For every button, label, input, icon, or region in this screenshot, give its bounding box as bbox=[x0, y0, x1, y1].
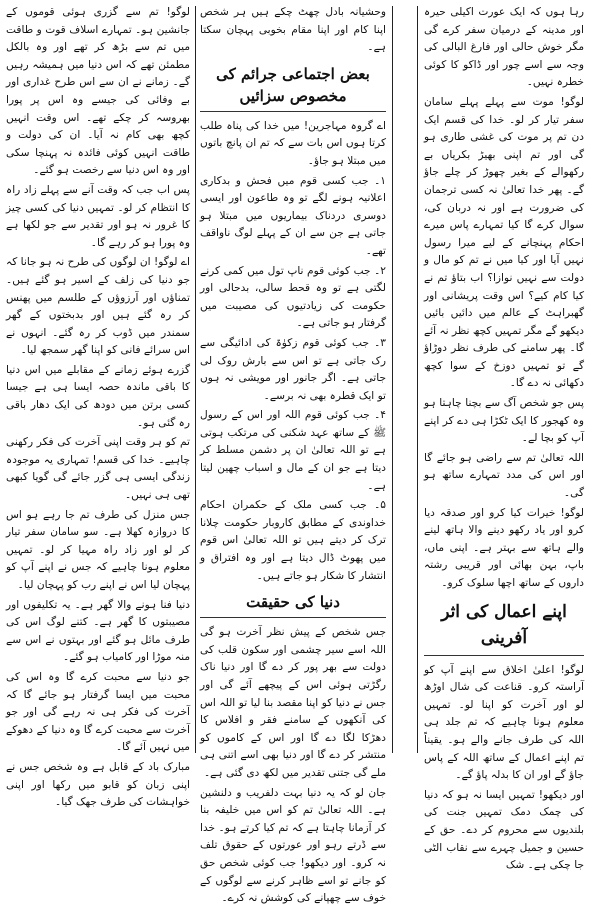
paragraph: وحشیانہ بادل چھٹ چکے ہیں ہر شخص اپنا کام اور اپنا مقام بخوبی پہچان سکتا ہے۔ bbox=[200, 6, 386, 54]
paragraph: جس منزل کی طرف تم جا رہے ہو اس کا دروازہ کھلا ہے۔ سو سامان سفر تیار کر لو اور زاد راہ مہیا کر لو۔ تمہیں معلوم ہونا چاہیے کہ جس نے اپنے آپ کو پہچان لیا اس نے اپنے رب کو پہچان لیا۔ bbox=[6, 508, 190, 591]
column-divider bbox=[392, 6, 393, 753]
paragraph: ۴۔ جب کوئی قوم اللہ اور اس کے رسول ﷺ کے ساتھ عہد شکنی کی مرتکب ہوتی ہے تو اللہ تعالیٰ ان پر دشمن مسلط کر دیتا ہے جو ان کے مال و اسباب چھین لیتا ہے۔ bbox=[200, 409, 386, 492]
column-divider bbox=[417, 6, 418, 753]
paragraph: دنیا فنا ہونے والا گھر ہے۔ یہ تکلیفوں اور مصیبتوں کا گھر ہے۔ کتنے لوگ اس کی طرف مائل ہو گئے اور بہتوں نے اس سے منہ موڑا اور کامیاب ہو گئے۔ bbox=[6, 598, 190, 664]
paragraph: گزرے ہوئے زمانے کے مقابلے میں اس دنیا کا باقی ماندہ حصہ ایسا ہی ہے جیسا کسی برتن میں دودھ کی ایک دھار باقی رہ گئی ہو۔ bbox=[6, 363, 190, 429]
paragraph: جو دنیا سے محبت کرے گا وہ اس کی محبت میں ایسا گرفتار ہو جائے گا کہ آخرت کی فکر ہی نہ رہے گی اور جو آخرت سے محبت کرے گا وہ دنیا کے دھوکے میں نہیں آئے گا۔ bbox=[6, 670, 190, 754]
paragraph: مبارک باد کے قابل ہے وہ شخص جس نے اپنی زبان کو قابو میں رکھا اور اپنی خواہشات کی طرف جھک گیا۔ bbox=[6, 760, 190, 809]
paragraph: ۲۔ جب کوئی قوم ناپ تول میں کمی کرنے لگتی ہے تو وہ قحط سالی، بدحالی اور حکومت کی زیادتیوں کی مصیبت میں گرفتار ہو جاتی ہے۔ bbox=[200, 264, 386, 330]
paragraph: ۳۔ جب کوئی قوم زکوٰۃ کی ادائیگی سے رک جاتی ہے تو اس سے بارش روک لی جاتی ہے۔ اگر جانور اور مویشی نہ ہوں تو ایک قطرہ بھی نہ برسے۔ bbox=[200, 336, 386, 402]
paragraph: لوگو! خیرات کیا کرو اور صدقہ دیا کرو اور یاد رکھو دینے والا ہاتھ لینے والے ہاتھ سے بہتر ہے۔ اپنی ماں، باپ، بہن بھائی اور قریبی رشتہ داروں کے ساتھ اچھا سلوک کرو۔ bbox=[424, 506, 584, 589]
paragraph: اے لوگو! ان لوگوں کی طرح نہ ہو جانا کہ جو دنیا کی زلف کے اسیر ہو گئے ہیں۔ تمناؤں اور آرزوؤں کے طلسم میں پھنس کر رہ گئے ہیں اور بدبختوں کے گھر سمندر میں ڈوب کر رہ گئے۔ انہوں نے اس سرائے فانی کو اپنا گھر سمجھ لیا۔ bbox=[6, 256, 190, 357]
paragraph: پس جو شخص آگ سے بچنا چاہتا ہو وہ کھجور کا ایک ٹکڑا ہی دے کر اپنے آپ کو بچا لے۔ bbox=[424, 397, 584, 445]
text-column-right bbox=[424, 4, 584, 872]
paragraph: اللہ تعالیٰ تم سے راضی ہو جائے گا اور اس کی مدد تمہارے ساتھ ہو گی۔ bbox=[424, 451, 584, 500]
section-heading: اپنے اعمال کی اثر آفرینی bbox=[424, 599, 584, 656]
paragraph: لوگو! تم سے گزری ہوئی قوموں کے جانشین ہو۔ تمہارے اسلاف قوت و طاقت میں تم سے بڑھ کر تھے اور وہ بالکل مطمئن تھے کہ اس دنیا میں ہمیشہ رہیں گے۔ زمانے نے ان سے اس طرح غداری اور بے وفائی کی جیسے وہ اس پر پورا بھروسہ کر چکے تھے۔ اس وقت انہیں کچھ بھی کام نہ آیا۔ ان کی دولت و طاقت انہیں کوئی فائدہ نہ پہنچا سکی اور وہ اس دنیا سے رخصت ہو گئے۔ bbox=[6, 6, 190, 177]
text-column-left bbox=[6, 4, 190, 809]
paragraph: اور دیکھو! تمہیں ایسا نہ ہو کہ دنیا کی چمک دمک تمہیں جنت کی بلندیوں سے محروم کر دے۔ حق کے حسین و جمیل چہرے سے نقاب الٹی جا چکی ہے۔ شک bbox=[424, 788, 584, 872]
paragraph: پس اب جب کہ وقت آنے سے پہلے زاد راہ کا انتظام کر لو۔ تمہیں دنیا کی کسی چیز کا غرور نہ ہو اور تقدیر سے جو لکھا ہے وہ پورا ہو کر رہے گا۔ bbox=[6, 183, 190, 249]
section-heading: بعض اجتماعی جرائم کی مخصوص سزائیں bbox=[200, 63, 386, 112]
paragraph: تم کو ہر وقت اپنی آخرت کی فکر رکھنی چاہیے۔ خدا کی قسم! تمہاری یہ موجودہ زندگی ایسی ہی گزر جائے گی گویا کبھی تھی ہی نہیں۔ bbox=[6, 436, 190, 502]
text-column-middle bbox=[200, 4, 386, 905]
paragraph: ۵۔ جب کسی ملک کے حکمران احکام خداوندی کے مطابق کاروبار حکومت چلانا ترک کر دیتے ہیں تو اللہ تعالیٰ اس قوم میں پھوٹ ڈال دیتا ہے اور وہ افتراق و انتشار کا شکار ہو جاتے ہیں۔ bbox=[200, 499, 386, 582]
paragraph: جان لو کہ یہ دنیا بہت دلفریب و دلنشین ہے۔ اللہ تعالیٰ تم کو اس میں خلیفہ بنا کر آزمانا چاہتا ہے کہ تم کیا کرتے ہو۔ خدا سے ڈرتے رہو اور عورتوں کے حقوق تلف نہ کرو۔ اور دیکھو! جب کوئی شخص حق کو جانے تو اسے ظاہر کرنے سے لوگوں کے خوف سے چھپانے کی کوشش نہ کرے۔ bbox=[200, 786, 386, 905]
paragraph: اے گروہ مہاجرین! میں خدا کی پناہ طلب کرتا ہوں اس بات سے کہ تم ان پانچ باتوں میں مبتلا ہو جاؤ۔ bbox=[200, 119, 386, 167]
paragraph: لوگو! اعلیٰ اخلاق سے اپنے آپ کو آراستہ کرو۔ قناعت کی شال اوڑھ لو اور آخرت کو اپنا لو۔ تمہیں معلوم ہونا چاہیے کہ تم جلد ہی اللہ کی طرف جانے والے ہو۔ یقیناً تم اپنے اعمال کے ساتھ اللہ کے پاس جاؤ گے اور ان کا بدلہ پاؤ گے۔ bbox=[424, 663, 584, 782]
paragraph: جس شخص کے پیش نظر آخرت ہو گی اللہ اسے سیر چشمی اور سکون قلب کی دولت سے بھر پور کر دے گا اور دنیا ناک رگڑتی ہوئی اس کے پیچھے آئے گی اور جس نے دنیا کو اپنا مقصد بنا لیا تو اللہ اس کی آنکھوں کے سامنے فقر و افلاس کا دھڑکا لگا دے گا اور اس کے کاموں کو منتشر کر دے گا اور دنیا بھی اسے اتنی ہی ملے گی جتنی تقدیر میں لکھ دی گئی ہے۔ bbox=[200, 626, 386, 779]
column-divider bbox=[195, 6, 196, 753]
section-heading: دنیا کی حقیقت bbox=[200, 591, 386, 618]
paragraph: ۱۔ جب کسی قوم میں فحش و بدکاری اعلانیہ ہونے لگے تو وہ طاعون اور ایسی دوسری دردناک بیماریوں میں مبتلا ہو جاتی ہے جن سے ان کے پہلے لوگ ناواقف تھے۔ bbox=[200, 174, 386, 257]
paragraph: لوگو! موت سے پہلے پہلے سامان سفر تیار کر لو۔ خدا کی قسم ایک دن تم پر موت کی غشی طاری ہو گی اور تم اپنی بھیڑ بکریاں بے رکھوالے کے بغیر چھوڑ کر چلے جاؤ گے۔ پھر خدا تعالیٰ نہ کسی ترجمان کی ضرورت ہے اور نہ دربان کی، سوال کرے گا کیا تمہارے پاس میرے احکام پہنچانے کے لیے میرا رسول نہیں آیا اور کیا میں نے تم کو مال و دولت سے نہیں نوازا؟ اب بتاؤ تم نے کیا کام کیے؟ اس وقت پریشانی اور گھبراہٹ کے عالم میں دائیں بائیں دیکھو گے مگر تمہیں کچھ نظر نہ آئے گا۔ پھر سامنے کی طرف نظر دوڑاؤ گے تو تمہیں دوزخ کے سوا کچھ دکھائی نہ دے گا۔ bbox=[424, 95, 584, 390]
paragraph: رہا ہوں کہ ایک عورت اکیلی حیرہ اور مدینہ کے درمیان سفر کرے گی مگر خوش حالی اور فارغ البالی کی وجہ سے اسے چور اور ڈاکو کا کوئی خطرہ نہیں۔ bbox=[424, 6, 584, 89]
